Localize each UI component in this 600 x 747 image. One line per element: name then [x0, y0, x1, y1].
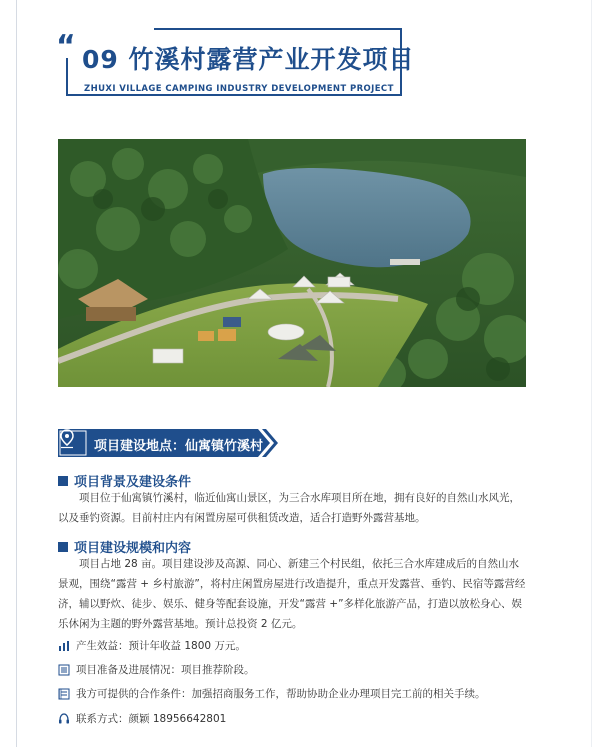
headset-icon	[58, 713, 70, 725]
section-heading-text: 项目背景及建设条件	[74, 475, 192, 490]
location-banner	[58, 429, 278, 457]
cooperation-row	[58, 686, 486, 701]
quote-mark: “	[56, 29, 76, 64]
section-scale-body: 项目占地 28 亩。项目建设涉及高源、同心、新建三个村民组，依托三合水库建成后的自然山水景观，围绕“露营 + 乡村旅游”，将村庄闲置房屋进行改造提升，重点开发露营、垂钓、民宿等露营经济，辅以野炊、徒步、娱乐、健身等配套设施，开发“露营 +”多样化旅游产品，打造以放松身心、娱乐休闲为主题的野外露营基地。预计总投资 2 亿元。	[58, 558, 526, 630]
bar-chart-icon	[58, 640, 70, 652]
left-margin-rule	[16, 0, 17, 747]
page-title: 09 竹溪村露营产业开发项目	[82, 45, 415, 74]
heading-square-icon	[58, 542, 68, 552]
benefit-text: 产生效益：预计年收益 1800 万元。	[76, 640, 246, 652]
section-background-body: 项目位于仙寓镇竹溪村，临近仙寓山景区，为三合水库项目所在地，拥有良好的自然山水风光，以及垂钓资源。目前村庄内有闲置房屋可供租赁改造，适合打造野外露营基地。	[58, 492, 520, 524]
list-icon	[58, 664, 70, 676]
heading-square-icon	[58, 476, 68, 486]
section-heading-text: 项目建设规模和内容	[74, 541, 192, 556]
right-margin-rule	[591, 0, 592, 747]
page-subtitle: ZHUXI VILLAGE CAMPING INDUSTRY DEVELOPMENT PROJECT	[84, 84, 394, 94]
map-pin-icon	[58, 429, 76, 449]
frame-top-line	[154, 28, 400, 30]
benefit-row	[58, 638, 246, 653]
progress-text: 项目准备及进展情况：项目推荐阶段。	[76, 664, 255, 676]
contact-row	[58, 711, 226, 726]
campsite-aerial-photo	[58, 139, 526, 387]
handshake-list-icon	[58, 688, 70, 700]
contact-text: 联系方式：颜颖 18956642801	[76, 713, 227, 725]
progress-row	[58, 662, 255, 677]
cooperation-text: 我方可提供的合作条件：加强招商服务工作，帮助协助企业办理项目完工前的相关手续。	[76, 688, 486, 700]
location-label: 项目建设地点：仙寓镇竹溪村	[94, 439, 264, 454]
frame-bottom-line	[66, 94, 402, 96]
